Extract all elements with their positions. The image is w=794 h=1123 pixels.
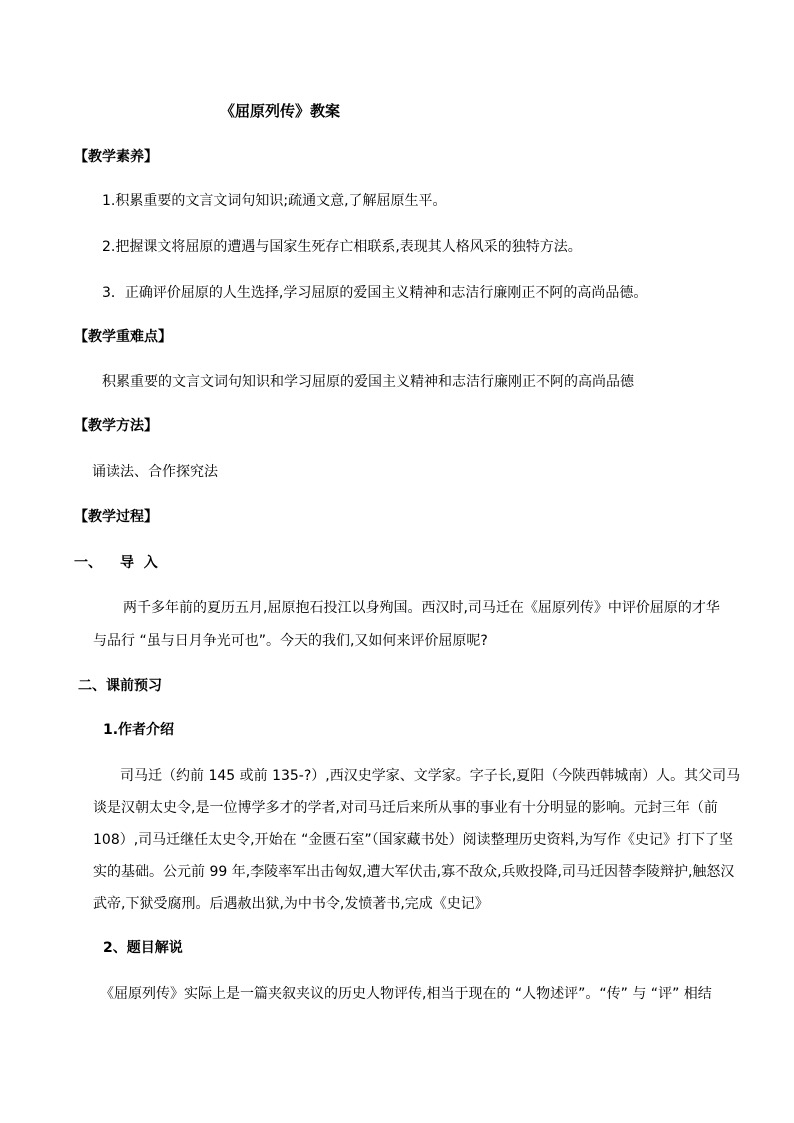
section-heading-fangfa: 【教学方法】 — [74, 418, 158, 434]
zuozhe-line-1: 司马迁（约前 145 或前 135-?）,西汉史学家、文学家。字子长,夏阳（今陕西韩城南）人。其父司马 — [120, 768, 741, 784]
section-heading-suyang: 【教学素养】 — [74, 149, 158, 165]
fangfa-text: 诵读法、合作探究法 — [92, 464, 218, 480]
section-heading-guocheng: 【教学过程】 — [74, 509, 158, 525]
document-title: 《屈原列传》教案 — [220, 102, 341, 120]
daoru-label: 导 入 — [120, 555, 158, 571]
daoru-line-1: 两千多年前的夏历五月,屈原抱石投江以身殉国。西汉时,司马迁在《屈原列传》中评价屈原的才华 — [123, 600, 720, 616]
daoru-line-2: 与品行 “虽与日月争光可也”。今天的我们,又如何来评价屈原呢? — [93, 633, 488, 649]
zuozhe-heading: 1.作者介绍 — [103, 722, 175, 738]
timu-heading: 2、题目解说 — [103, 940, 183, 956]
section-heading-zhongnandian: 【教学重难点】 — [74, 329, 172, 345]
zhongnandian-text: 积累重要的文言文词句知识和学习屈原的爱国主义精神和志洁行廉刚正不阿的高尚品德 — [102, 374, 634, 390]
suyang-item-3: 3．正确评价屈原的人生选择,学习屈原的爱国主义精神和志洁行廉刚正不阿的高尚品德。 — [102, 285, 648, 301]
daoru-number: 一、 — [74, 555, 102, 571]
zuozhe-line-5: 武帝,下狱受腐刑。后遇赦出狱,为中书令,发愤著书,完成《史记》 — [93, 896, 489, 912]
zuozhe-line-4: 实的基础。公元前 99 年,李陵率军出击匈奴,遭大军伏击,寡不敌众,兵败投降,司马迁因替李陵辩护,触怒汉 — [93, 864, 735, 880]
suyang-item-1: 1.积累重要的文言文词句知识;疏通文意,了解屈原生平。 — [102, 193, 447, 209]
suyang-item-2: 2.把握课文将屈原的遭遇与国家生死存亡相联系,表现其人格风采的独特方法。 — [102, 239, 582, 255]
timu-line-1: 《屈原列传》实际上是一篇夹叙夹议的历史人物评传,相当于现在的 “人物述评”。“传” 与 “评” 相结 — [100, 986, 712, 1002]
zuozhe-line-2: 谈是汉朝太史令,是一位博学多才的学者,对司马迁后来所从事的事业有十分明显的影响。元封三年（前 — [93, 800, 718, 816]
zuozhe-line-3: 108）,司马迁继任太史令,开始在 “金匮石室”（国家藏书处）阅读整理历史资料,为写作《史记》打下了坚 — [93, 832, 734, 848]
section-heading-yuxi: 二、课前预习 — [78, 678, 162, 694]
